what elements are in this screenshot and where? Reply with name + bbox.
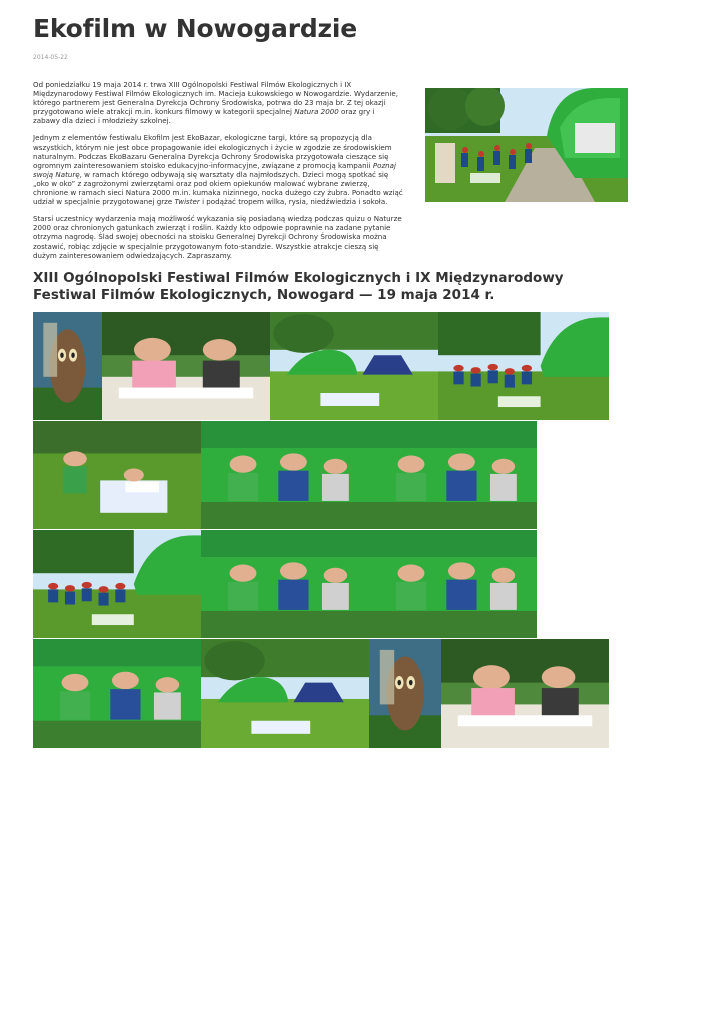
- photo-thumbnail: [438, 312, 609, 420]
- photo-painting-table[interactable]: [441, 639, 609, 748]
- photo-thumbnail: [441, 639, 609, 748]
- photo-owl-standee-2[interactable]: [369, 639, 441, 748]
- photo-thumbnail: [201, 530, 369, 638]
- photo-thumbnail: [270, 312, 438, 420]
- paragraph-3: Starsi uczestnicy wydarzenia mają możliwość wykazania się posiadaną wiedzą podczas quizu o Naturze 2000 oraz chronionych gatunkach zwierząt i roślin. Każdy kto odpowie poprawnie na zadane pytanie otrzyma nagrodę. Ślad swojej obecności na stoisku Generalnej Dyrekcji Ochrony Środowiska można zostawić, robiąc zdjęcie w specjalnie przygotowanym foto-standzie. Wszystkie atrakcje cieszą się dużym zainteresowaniem odwiedzających. Zapraszamy.: [33, 214, 402, 260]
- photo-thumbnail: [369, 530, 537, 638]
- photo-thumbnail: [33, 639, 201, 748]
- campaign-emphasis: Poznaj swoją Naturę: [33, 160, 396, 179]
- paragraph-1: Od poniedziałku 19 maja 2014 r. trwa XIII Ogólnopolski Festiwal Filmów Ekologicznych i IX Międzynarodowy Festiwal Filmów Ekologicznych im. Macieja Łukowskiego w Nowogardzie. Wydarzenie, którego partnerem jest Generalna Dyrekcja Ochrony Środowiska, potrwa do 23 maja br. Z tej okazji przygotowano wiele atrakcji m.in. konkurs filmowy w kategorii specjalnej Natura 2000 oraz gry i zabawy dla dzieci i młodzieży szkolnej.: [33, 80, 399, 126]
- natura-2000-emphasis: Natura 2000: [294, 107, 339, 117]
- photo-mat-game[interactable]: [201, 639, 369, 748]
- photo-thumbnail: [201, 639, 369, 748]
- photo-tent-entrance[interactable]: [33, 639, 201, 748]
- photo-thumbnail: [33, 530, 201, 638]
- photo-queue-tent[interactable]: [33, 530, 201, 638]
- photo-crowd-tent[interactable]: [438, 312, 609, 420]
- photo-gallery: [33, 312, 609, 748]
- photo-thumbnail: [102, 312, 270, 420]
- photo-thumbnail: [33, 421, 201, 529]
- photo-thumbnail: [369, 639, 441, 748]
- photo-thumbnail: [369, 421, 537, 529]
- photo-owl-standee[interactable]: [33, 312, 102, 420]
- photo-thumbnail: [201, 421, 369, 529]
- photo-thumbnail: [33, 312, 102, 420]
- photo-kids-inside-tent[interactable]: [201, 421, 369, 529]
- photo-stand-visitors[interactable]: [369, 530, 537, 638]
- photo-tents-field[interactable]: [270, 312, 438, 420]
- article-title: Ekofilm w Nowogardzie: [33, 14, 358, 43]
- paragraph-2: Jednym z elementów festiwalu Ekofilm jest EkoBazar, ekologiczne targi, które są propozycją dla wszystkich, którym nie jest obce propagowanie idei ekologicznych i życie w zgodzie ze środowiskiem naturalnym. Podczas EkoBazaru Generalna Dyrekcja Ochrony Środowiska przygotowała cieszące się ogromnym zainteresowaniem stoisko edukacyjno-informacyjne, związane z promocją kampanii Poznaj swoją Naturę, w ramach którego odbywają się warsztaty dla najmłodszych. Dzieci mogą spotkać się „oko w oko” z zagrożonymi zwierzętami oraz pod okiem opiekunów malować wybrane zwierzę, chronione w ramach sieci Natura 2000 m.in. kumaka nizinnego, nocka dużego czy żubra. Ponadto wziąć udział w specjalnie przygotowanej grze Twister i podążać tropem wilka, rysia, niedźwiedzia i sokoła.: [33, 133, 403, 207]
- article-date: 2014-05-22: [33, 54, 68, 61]
- photo-kids-group[interactable]: [369, 421, 537, 529]
- article-body: [33, 80, 403, 268]
- photo-workshop-table[interactable]: [201, 530, 369, 638]
- hero-photo: [425, 88, 628, 202]
- photo-children-drawing[interactable]: [102, 312, 270, 420]
- gallery-title: XIII Ogólnopolski Festiwal Filmów Ekologicznych i IX Międzynarodowy Festiwal Filmów Ekologicznych, Nowogard — 19 maja 2014 r.: [33, 270, 564, 303]
- twister-emphasis: Twister: [174, 197, 200, 207]
- photo-twister-game[interactable]: [33, 421, 201, 529]
